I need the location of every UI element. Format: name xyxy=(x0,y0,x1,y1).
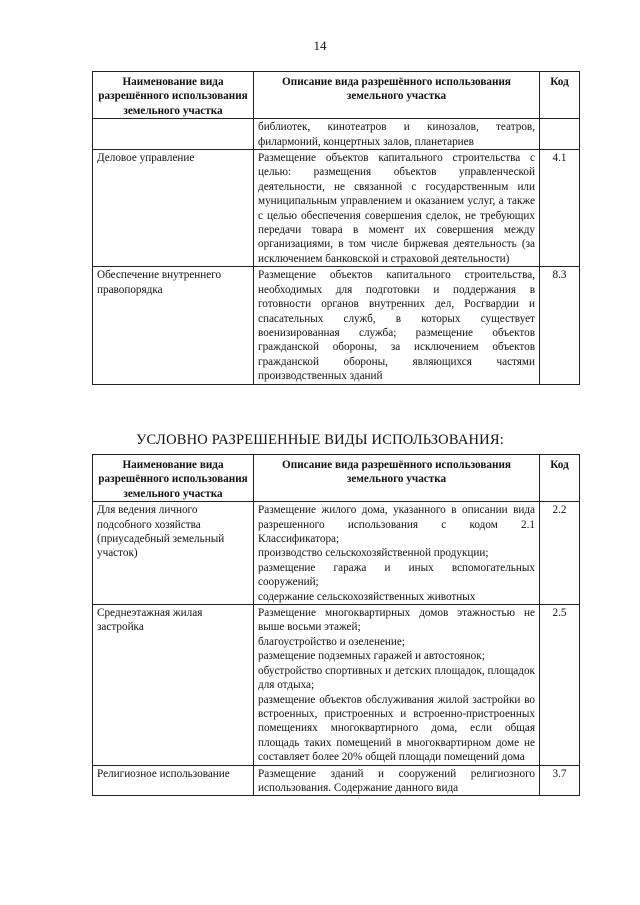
permitted-use-table xyxy=(92,71,580,385)
use-code: 2.5 xyxy=(540,605,580,765)
table-row xyxy=(93,119,580,150)
use-name: Обеспечение внутреннего правопорядка xyxy=(93,267,254,384)
header-use-description: Описание вида разрешённого использования земельного участка xyxy=(254,455,540,502)
table-header-row xyxy=(93,455,580,502)
description-line: обустройство спортивных и детских площадок, площадок для отдыха; xyxy=(258,664,535,692)
table-row xyxy=(93,502,580,605)
use-code: 8.3 xyxy=(540,267,580,384)
table-row xyxy=(93,150,580,267)
use-name: Религиозное использование xyxy=(93,765,254,796)
use-name: Деловое управление xyxy=(93,150,254,267)
use-description xyxy=(254,502,540,605)
table-row xyxy=(93,605,580,765)
description-line: Размещение жилого дома, указанного в описании вида разрешенного использования с кодом 2.1 Классификатора; xyxy=(258,504,535,546)
header-use-code: Код xyxy=(540,72,580,119)
table-row xyxy=(93,765,580,796)
description-line: размещение гаража и иных вспомогательных сооружений; xyxy=(258,561,535,589)
section-heading: УСЛОВНО РАЗРЕШЕННЫЕ ВИДЫ ИСПОЛЬЗОВАНИЯ: xyxy=(136,432,504,448)
use-description xyxy=(254,765,540,796)
description-line: размещение подземных гаражей и автостоянок; xyxy=(258,650,485,663)
use-description: Размещение объектов капитального строительства с целью: размещения объектов управленческой деятельности, не связанной с государственным или муниципальным управлением и оказанием услуг, а также с целью обеспечения совершения сделок, не требующих передачи товара в момент их совершения между организациями, в том числе биржевая деятельность (за исключением банковской и страховой деятельности) xyxy=(254,150,540,267)
description-line: размещение объектов обслуживания жилой застройки во встроенных, пристроенных и встроенно-пристроенных помещениях многоквартирного дома, если общая площадь таких помещений в многоквартирном доме не составляет более 20% общей площади помещений дома xyxy=(258,693,535,764)
header-use-name: Наименование вида разрешённого использования земельного участка xyxy=(93,455,254,502)
use-name xyxy=(93,119,254,150)
table-header-row xyxy=(93,72,580,119)
header-use-name: Наименование вида разрешённого использования земельного участка xyxy=(93,72,254,119)
description-line: Размещение зданий и сооружений религиозного использования. Содержание данного вида xyxy=(258,767,535,794)
use-code xyxy=(540,119,580,150)
conditional-use-table xyxy=(92,454,580,796)
description-line: содержание сельскохозяйственных животных xyxy=(258,590,476,603)
page-number: 14 xyxy=(313,38,327,53)
use-name: Среднеэтажная жилая застройка xyxy=(93,605,254,765)
description-line: Размещение многоквартирных домов этажностью не выше восьми этажей; xyxy=(258,607,535,634)
table-row xyxy=(93,267,580,384)
description-line: производство сельскохозяйственной продукции; xyxy=(258,547,489,560)
use-description xyxy=(254,605,540,765)
header-use-description: Описание вида разрешённого использования земельного участка xyxy=(254,72,540,119)
use-code: 3.7 xyxy=(540,765,580,796)
description-line: благоустройство и озеленение; xyxy=(258,635,405,648)
use-code: 4.1 xyxy=(540,150,580,267)
use-code: 2.2 xyxy=(540,502,580,605)
use-name: Для ведения личного подсобного хозяйства (приусадебный земельный участок) xyxy=(93,502,254,605)
header-use-code: Код xyxy=(540,455,580,502)
use-description: Размещение объектов капитального строительства, необходимых для подготовки и поддержания в готовности органов внутренних дел, Росгвардии и спасательных служб, в которых существует военизированная служба; размещение объектов гражданской обороны, за исключением объектов гражданской обороны, являющихся частями производственных зданий xyxy=(254,267,540,384)
use-description: библиотек, кинотеатров и кинозалов, театров, филармоний, концертных залов, планетариев xyxy=(254,119,540,150)
